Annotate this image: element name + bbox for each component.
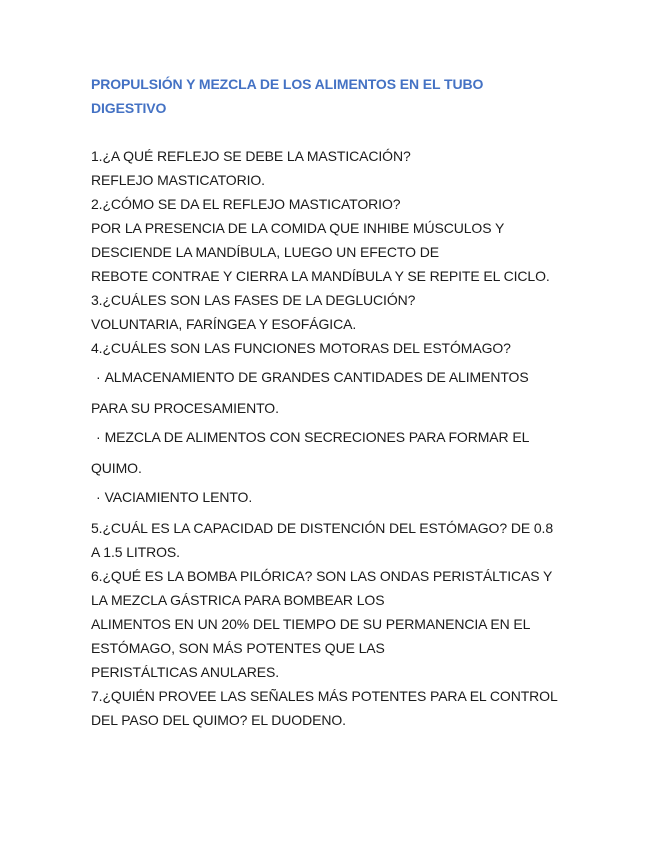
bullet-item-storage <box>96 368 529 386</box>
answer-2-line-3: REBOTE CONTRAE Y CIERRA LA MANDÍBULA Y SE REPITE EL CICLO. <box>91 268 550 284</box>
question-5-line-1: 5.¿CUÁL ES LA CAPACIDAD DE DISTENCIÓN DEL ESTÓMAGO? DE 0.8 <box>91 520 554 536</box>
question-7-line-1: 7.¿QUIÉN PROVEE LAS SEÑALES MÁS POTENTES PARA EL CONTROL <box>91 688 558 704</box>
question-7-line-2: DEL PASO DEL QUIMO? EL DUODENO. <box>91 712 346 728</box>
bullet-continuation: QUIMO. <box>91 460 142 476</box>
bullet-continuation: PARA SU PROCESAMIENTO. <box>91 400 279 416</box>
question-1: 1.¿A QUÉ REFLEJO SE DEBE LA MASTICACIÓN? <box>91 148 411 164</box>
bullet-item-emptying <box>96 488 252 506</box>
question-2: 2.¿CÓMO SE DA EL REFLEJO MASTICATORIO? <box>91 196 401 212</box>
bullet-text: ALMACENAMIENTO DE GRANDES CANTIDADES DE ALIMENTOS <box>104 369 529 385</box>
question-4: 4.¿CUÁLES SON LAS FUNCIONES MOTORAS DEL ESTÓMAGO? <box>91 340 511 356</box>
answer-3: VOLUNTARIA, FARÍNGEA Y ESOFÁGICA. <box>91 316 357 332</box>
question-6-line-4: ESTÓMAGO, SON MÁS POTENTES QUE LAS <box>91 640 385 656</box>
title-line-2: DIGESTIVO <box>91 100 167 116</box>
question-6-line-3: ALIMENTOS EN UN 20% DEL TIEMPO DE SU PERMANENCIA EN EL <box>91 616 531 632</box>
bullet-dot-icon: · <box>96 489 101 505</box>
answer-2-line-1: POR LA PRESENCIA DE LA COMIDA QUE INHIBE MÚSCULOS Y <box>91 220 505 236</box>
bullet-text: VACIAMIENTO LENTO. <box>104 489 253 505</box>
answer-2-line-2: DESCIENDE LA MANDÍBULA, LUEGO UN EFECTO DE <box>91 244 439 260</box>
question-3: 3.¿CUÁLES SON LAS FASES DE LA DEGLUCIÓN? <box>91 292 416 308</box>
question-6-line-5: PERISTÁLTICAS ANULARES. <box>91 664 280 680</box>
document-title <box>91 72 561 120</box>
bullet-dot-icon: · <box>96 429 101 445</box>
bullet-item-mixing <box>96 428 529 446</box>
answer-1: REFLEJO MASTICATORIO. <box>91 172 265 188</box>
question-6-line-2: LA MEZCLA GÁSTRICA PARA BOMBEAR LOS <box>91 592 385 608</box>
bullet-text: MEZCLA DE ALIMENTOS CON SECRECIONES PARA FORMAR EL <box>104 429 530 445</box>
title-line-1: PROPULSIÓN Y MEZCLA DE LOS ALIMENTOS EN EL TUBO <box>91 76 484 92</box>
question-6-line-1: 6.¿QUÉ ES LA BOMBA PILÓRICA? SON LAS ONDAS PERISTÁLTICAS Y <box>91 568 553 584</box>
question-5-line-2: A 1.5 LITROS. <box>91 544 180 560</box>
bullet-dot-icon: · <box>96 369 101 385</box>
